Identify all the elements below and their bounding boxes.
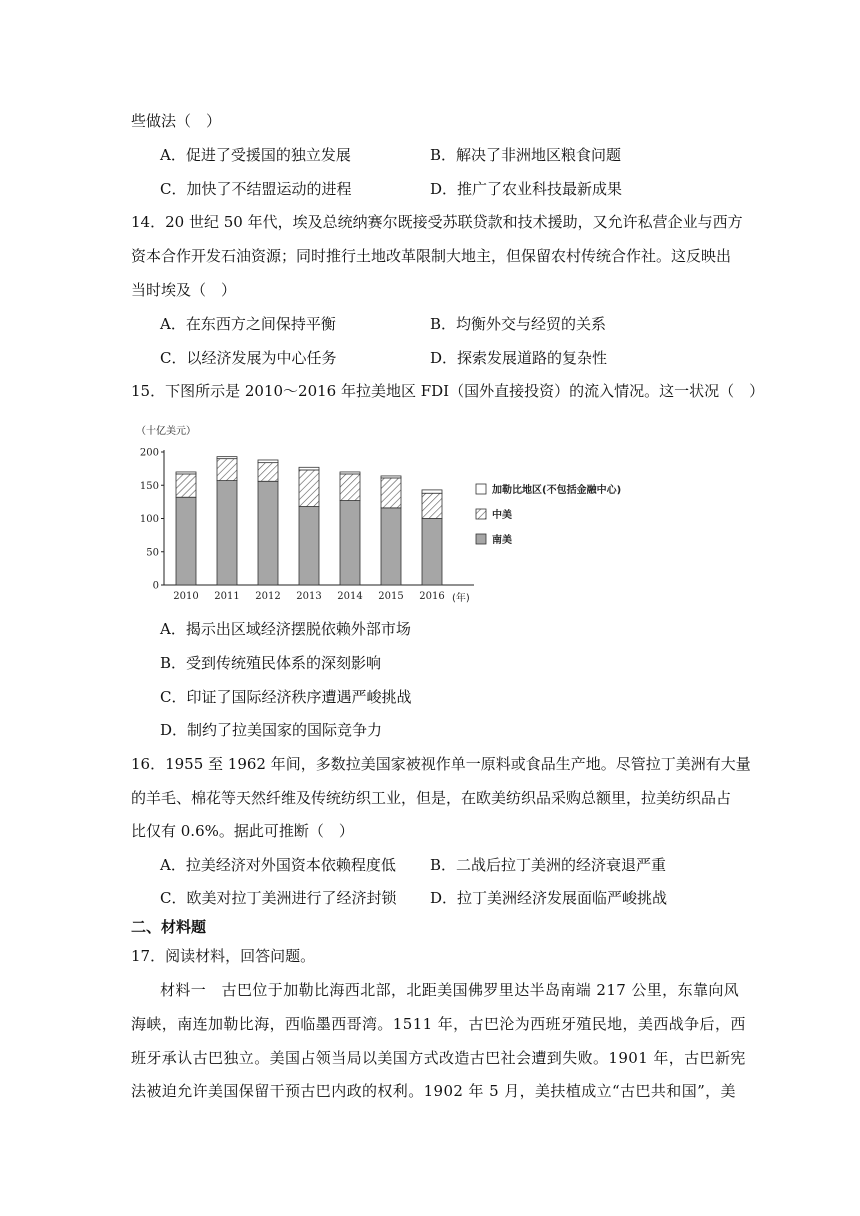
y-tick-label: 200 — [139, 447, 159, 459]
bar-segment — [217, 457, 237, 459]
bar-segment — [258, 460, 278, 463]
material-line: 材料一 古巴位于加勒比海西北部，北距美国佛罗里达半岛南端 217 公里，东靠向风 — [160, 981, 740, 999]
legend-swatch — [476, 534, 486, 544]
bar-segment — [258, 481, 278, 585]
bar-segment — [381, 478, 401, 508]
bar-segment — [299, 507, 319, 585]
fdi-chart-svg — [134, 424, 636, 604]
bar-segment — [422, 490, 442, 493]
bar-segment — [381, 508, 401, 585]
q17-stem: 17．阅读材料，回答问题。 — [131, 947, 316, 965]
bar-segment — [217, 459, 237, 481]
bar-segment — [176, 474, 196, 497]
bar-segment — [422, 519, 442, 586]
q14-option-d[interactable]: D．探索发展道路的复杂性 — [430, 349, 608, 367]
x-tick-label: 2012 — [255, 591, 281, 602]
q15-option-a[interactable]: A．揭示出区域经济摆脱依赖外部市场 — [160, 620, 411, 638]
legend-swatch — [476, 484, 486, 494]
bar-segment — [176, 497, 196, 585]
q14-stem-line: 当时埃及（ ） — [131, 281, 237, 299]
q15-option-b[interactable]: B．受到传统殖民体系的深刻影响 — [160, 654, 382, 672]
y-axis-label: （十亿美元） — [136, 426, 196, 437]
q16-option-a[interactable]: A．拉美经济对外国资本依赖程度低 — [160, 856, 396, 874]
fdi-chart — [134, 424, 636, 604]
y-tick-label: 50 — [146, 547, 159, 559]
material-line: 班牙承认古巴独立。美国占领当局以美国方式改造古巴社会遭到失败。1901 年，古巴新宪 — [131, 1049, 746, 1067]
q16-option-b[interactable]: B．二战后拉丁美洲的经济衰退严重 — [430, 856, 667, 874]
bar-segment — [217, 481, 237, 585]
q14-option-b[interactable]: B．均衡外交与经贸的关系 — [430, 315, 607, 333]
q14-stem-line: 14．20 世纪 50 年代，埃及总统纳赛尔既接受苏联贷款和技术援助，又允许私营企业与西方 — [131, 213, 743, 231]
q15-option-d[interactable]: D．制约了拉美国家的国际竞争力 — [160, 721, 383, 739]
q16-stem-line: 的羊毛、棉花等天然纤维及传统纺织工业，但是，在欧美纺织品采购总额里，拉美纺织品占 — [131, 789, 732, 807]
x-tick-label: 2016 — [419, 591, 445, 602]
q14-option-a[interactable]: A．在东西方之间保持平衡 — [160, 315, 336, 333]
bar-segment — [258, 463, 278, 482]
bar-segment — [340, 472, 360, 474]
bar-segment — [340, 474, 360, 501]
q16-stem-line: 比仅有 0.6%。据此可推断（ ） — [131, 822, 354, 840]
bar-segment — [299, 467, 319, 470]
x-tick-label: 2014 — [337, 591, 363, 602]
q15-stem: 15．下图所示是 2010～2016 年拉美地区 FDI（国外直接投资）的流入情况。这一状况（ ） — [131, 382, 765, 400]
material-line: 法被迫允许美国保留干预古巴内政的权利。1902 年 5 月，美扶植成立“古巴共和国”，美 — [131, 1082, 736, 1100]
q13-stem-tail: 些做法（ ） — [131, 112, 222, 130]
q13-option-a[interactable]: A．促进了受援国的独立发展 — [160, 146, 351, 164]
bar-segment — [176, 472, 196, 474]
q13-option-b[interactable]: B．解决了非洲地区粮食问题 — [430, 146, 622, 164]
q13-option-d[interactable]: D．推广了农业科技最新成果 — [430, 180, 623, 198]
q13-option-c[interactable]: C．加快了不结盟运动的进程 — [160, 180, 352, 198]
bar-segment — [381, 476, 401, 478]
legend-label: 中美 — [492, 510, 512, 521]
legend-swatch — [476, 509, 486, 519]
q16-stem-line: 16．1955 至 1962 年间，多数拉美国家被视作单一原料或食品生产地。尽管拉丁美洲有大量 — [131, 755, 751, 773]
q16-option-c[interactable]: C．欧美对拉丁美洲进行了经济封锁 — [160, 889, 397, 907]
bar-segment — [340, 501, 360, 585]
y-tick-label: 150 — [139, 480, 159, 492]
bar-segment — [422, 493, 442, 518]
q14-option-c[interactable]: C．以经济发展为中心任务 — [160, 349, 337, 367]
legend-label: 加勒比地区(不包括金融中心) — [492, 485, 622, 496]
x-tick-label: 2011 — [214, 591, 240, 602]
legend-label: 南美 — [492, 535, 512, 546]
x-tick-label: 2010 — [173, 591, 199, 602]
x-tick-label: 2013 — [296, 591, 322, 602]
bar-segment — [299, 470, 319, 507]
section-title: 二、材料题 — [131, 918, 207, 936]
x-tick-label: 2015 — [378, 591, 404, 602]
q16-option-d[interactable]: D．拉丁美洲经济发展面临严峻挑战 — [430, 889, 668, 907]
x-axis-label: (年) — [452, 593, 470, 604]
q15-option-c[interactable]: C．印证了国际经济秩序遭遇严峻挑战 — [160, 688, 412, 706]
y-tick-label: 0 — [152, 580, 159, 592]
q14-stem-line: 资本合作开发石油资源；同时推行土地改革限制大地主，但保留农村传统合作社。这反映出 — [131, 247, 732, 265]
y-tick-label: 100 — [139, 514, 159, 525]
material-line: 海峡，南连加勒比海，西临墨西哥湾。1511 年，古巴沦为西班牙殖民地，美西战争后，西 — [131, 1015, 746, 1033]
